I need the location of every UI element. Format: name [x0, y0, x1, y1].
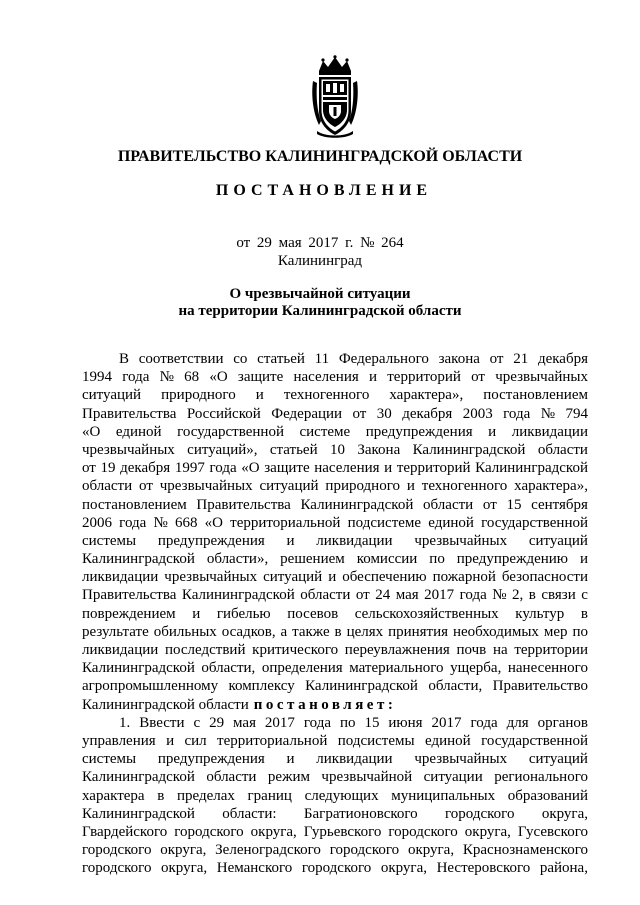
organization-name: ПРАВИТЕЛЬСТВО КАЛИНИНГРАДСКОЙ ОБЛАСТИ	[117, 148, 523, 165]
paragraph-preamble	[82, 350, 588, 696]
document-body	[82, 350, 588, 877]
text-line: Калининградской области, определения материального ущерба, нанесенного	[82, 660, 588, 677]
text-line: характера в пределах границ следующих муниципальных образований	[82, 787, 588, 804]
text-line: постановлением Правительства Калининградской области от 15 сентября	[82, 496, 588, 513]
text-line: агропромышленному комплексу Калининградской области, Правительство	[82, 678, 588, 695]
text-line	[82, 696, 588, 714]
text-line: области от чрезвычайных ситуаций природного и техногенного характера»,	[82, 478, 588, 495]
text-line-prefix: Калининградской области	[82, 696, 249, 713]
text-line: городского округа, Неманского городского округа, Нестеровского района,	[82, 860, 588, 877]
text-line: Гвардейского городского округа, Гурьевского городского округа, Гусевского	[82, 823, 588, 840]
text-line: управления и сил территориальной подсистемы единой государственной	[82, 732, 588, 749]
text-line: чрезвычайных ситуаций», статьей 10 Закона Калининградской области	[82, 441, 588, 458]
resolves-word: постановляет:	[253, 696, 397, 713]
text-line: ликвидации чрезвычайных ситуаций и обеспечению пожарной безопасности	[82, 569, 588, 586]
text-line: «О единой государственной системе предупреждения и ликвидации	[82, 423, 588, 440]
text-line: 2006 года № 668 «О территориальной подсистеме единой государственной	[82, 514, 588, 531]
text-line: повреждением и гибелью посевов сельскохозяйственных культур в	[82, 605, 588, 622]
text-line: Калининградской области: Багратионовского городского округа,	[82, 805, 588, 822]
text-line: 1. Ввести с 29 мая 2017 года по 15 июня 2017 года для органов	[119, 714, 588, 731]
coat-of-arms-icon	[311, 55, 359, 139]
text-line: В соответствии со статьей 11 Федерального закона от 21 декабря	[119, 351, 588, 367]
title-line: О чрезвычайной ситуации	[229, 286, 411, 302]
text-line: Калининградской области режим чрезвычайной ситуации регионального	[82, 769, 588, 786]
document-date-number: от 29 мая 2017 г. № 264	[236, 235, 404, 251]
document-type: ПОСТАНОВЛЕНИЕ	[215, 182, 433, 199]
paragraph-item-1	[82, 714, 588, 878]
text-line: Калининградской области», решением комиссии по предупреждению и	[82, 551, 588, 568]
text-line: системы предупреждения и ликвидации чрезвычайных ситуаций	[82, 751, 588, 768]
text-line: 1994 года № 68 «О защите населения и территорий от чрезвычайных	[82, 369, 588, 386]
text-line: Правительства Российской Федерации от 30 декабря 2003 года № 794	[82, 405, 588, 422]
text-line: результате обильных осадков, а также в целях принятия необходимых мер по	[82, 623, 588, 640]
text-line: городского округа, Зеленоградского городского округа, Краснознаменского	[82, 842, 588, 859]
text-line: системы предупреждения и ликвидации чрезвычайных ситуаций	[82, 532, 588, 549]
text-line: ситуаций природного и техногенного характера», постановлением	[82, 387, 588, 404]
document-city: Калининград	[277, 253, 363, 269]
text-line: Правительства Калининградской области от 24 мая 2017 года № 2, в связи с	[82, 587, 588, 604]
text-line: от 19 декабря 1997 года «О защите населения и территорий Калининградской	[82, 460, 588, 477]
document-title	[0, 286, 640, 320]
title-line: на территории Калининградской области	[178, 303, 462, 319]
text-line: ликвидации последствий критического переувлажнения почв на территории	[82, 642, 588, 658]
